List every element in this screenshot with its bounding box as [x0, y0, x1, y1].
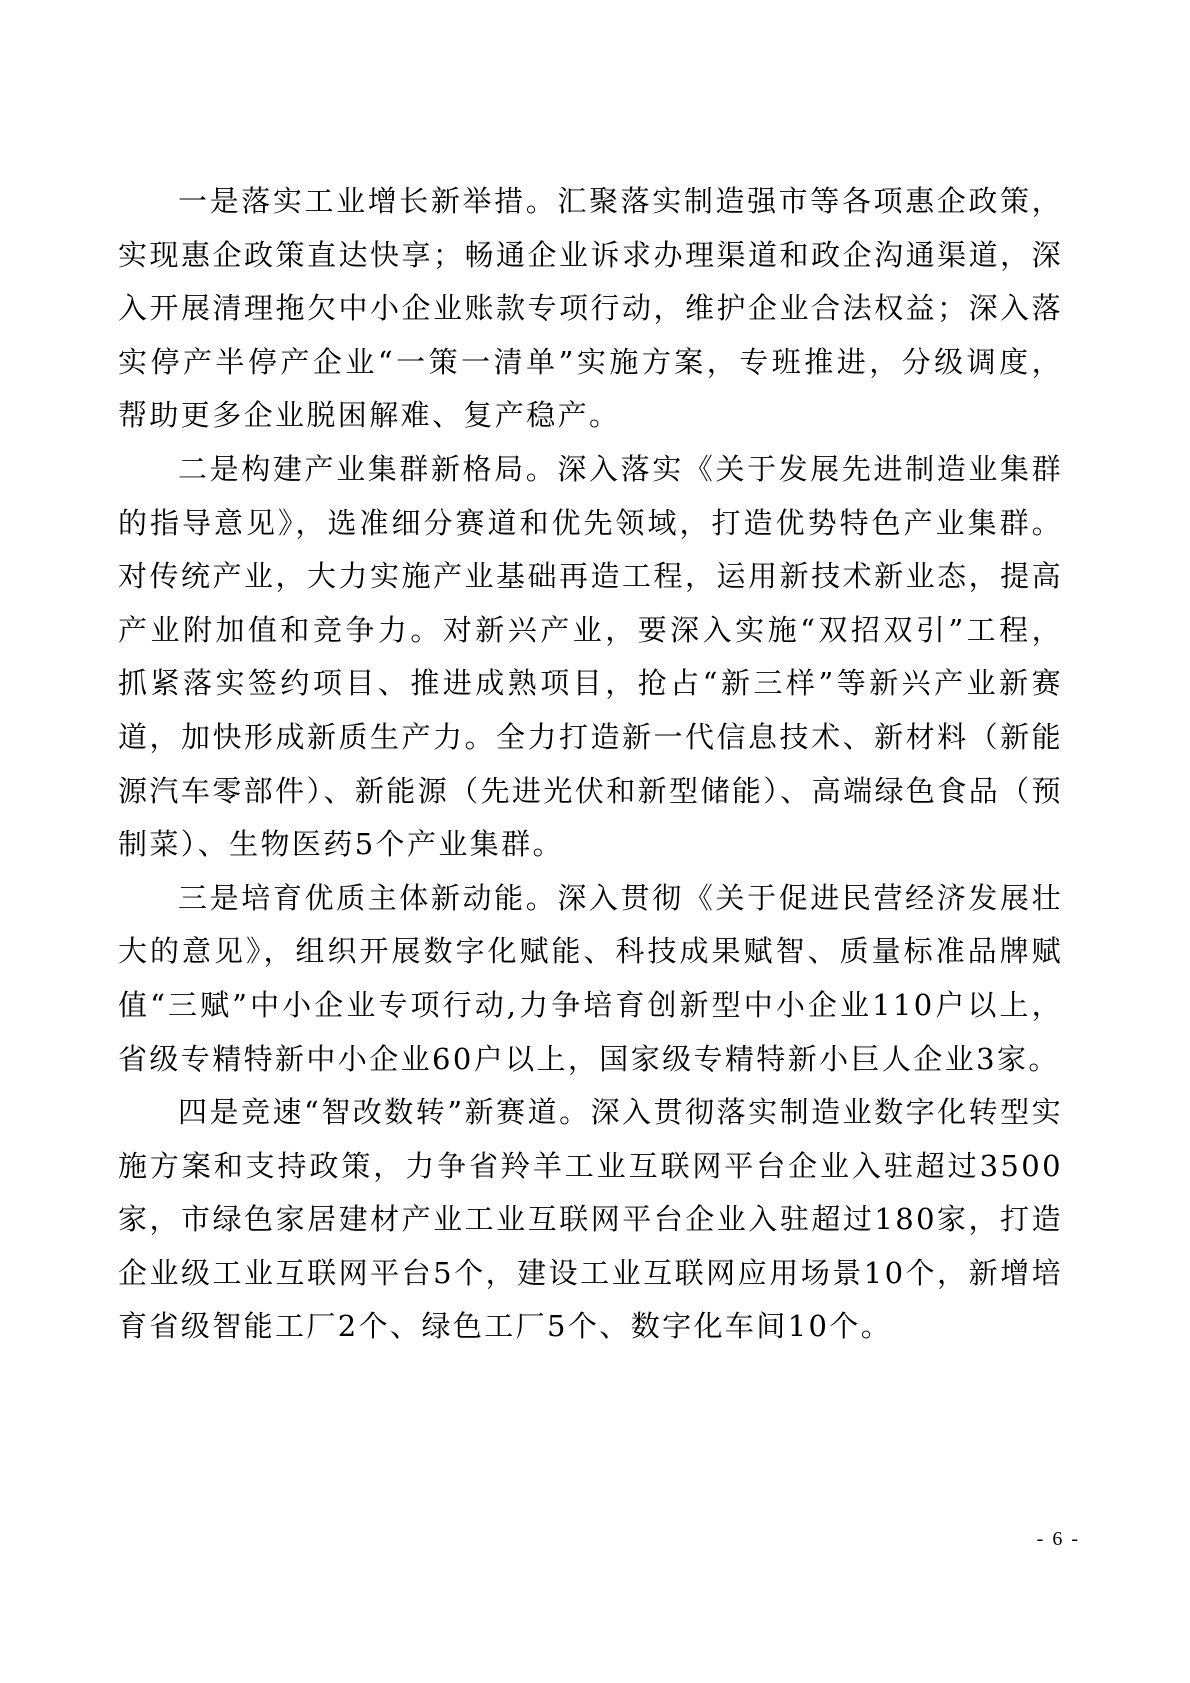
paragraph-digital-transformation: 四是竞速“智改数转”新赛道。深入贯彻落实制造业数字化转型实施方案和支持政策，力争省羚羊工业互联网平台企业入驻超过3500家，市绿色家居建材产业工业互联网平台企业入驻超过180家，打造企业级工业互联网平台5个，建设工业互联网应用场景10个，新增培育省级智能工厂2个、绿色工厂5个、数字化车间10个。	[118, 1095, 1063, 1344]
paragraph-industry-clusters: 二是构建产业集群新格局。深入落实《关于发展先进制造业集群的指导意见》，选准细分赛道和优先领域，打造优势特色产业集群。对传统产业，大力实施产业基础再造工程，运用新技术新业态，提高产业附加值和竞争力。对新兴产业，要深入实施“双招双引”工程，抓紧落实签约项目、推进成熟项目，抢占“新三样”等新兴产业新赛道，加快形成新质生产力。全力打造新一代信息技术、新材料（新能源汽车零部件）、新能源（先进光伏和新型储能）、高端绿色食品（预制菜）、生物医药5个产业集群。	[118, 451, 1063, 862]
document-body	[118, 175, 1063, 1354]
page-number: - 6 -	[1036, 1528, 1080, 1550]
paragraph-quality-entities: 三是培育优质主体新动能。深入贯彻《关于促进民营经济发展壮大的意见》，组织开展数字化赋能、科技成果赋智、质量标准品牌赋值“三赋”中小企业专项行动,力争培育创新型中小企业110户以上，省级专精特新中小企业60户以上，国家级专精特新小巨人企业3家。	[118, 880, 1063, 1076]
paragraph-industrial-growth: 一是落实工业增长新举措。汇聚落实制造强市等各项惠企政策，实现惠企政策直达快享；畅通企业诉求办理渠道和政企沟通渠道，深入开展清理拖欠中小企业账款专项行动，维护企业合法权益；深入落实停产半停产企业“一策一清单”实施方案，专班推进，分级调度，帮助更多企业脱困解难、复产稳产。	[118, 184, 1063, 433]
